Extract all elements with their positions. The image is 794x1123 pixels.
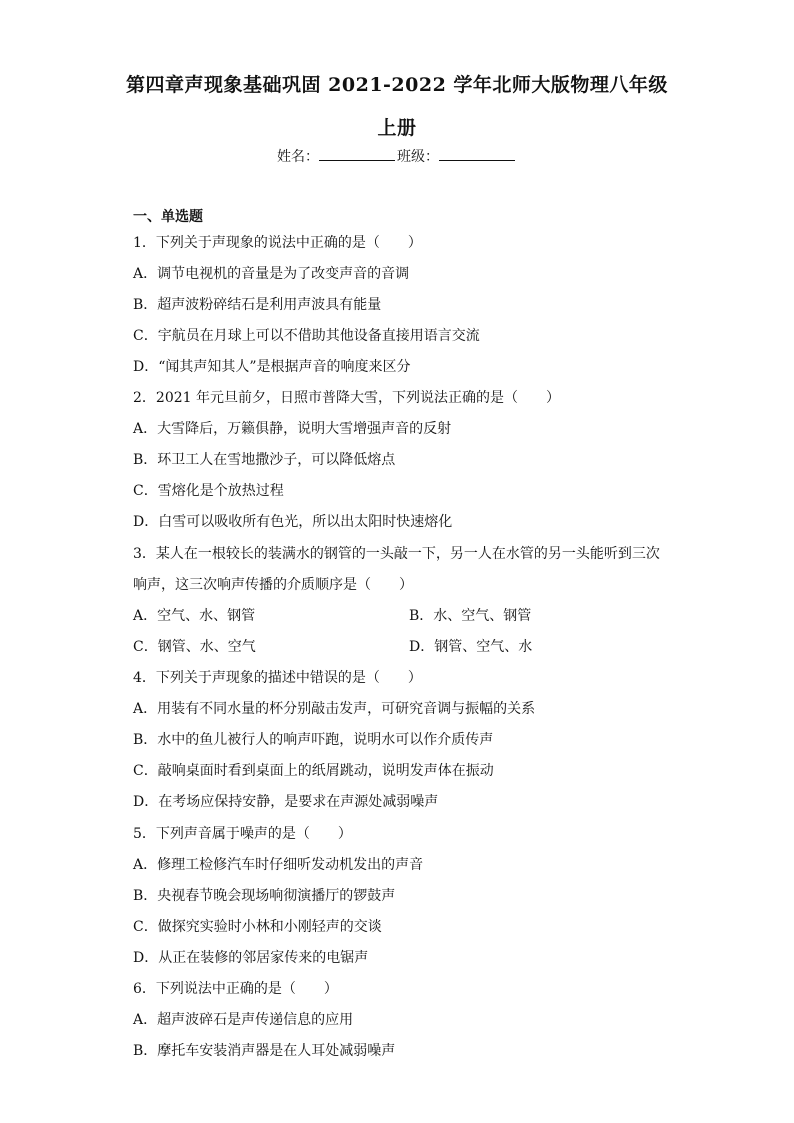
question-2-option-d: D．白雪可以吸收所有色光，所以出太阳时快速熔化 [133, 514, 453, 530]
name-blank [319, 146, 395, 161]
question-5-option-c: C．做探究实验时小林和小刚轻声的交谈 [133, 919, 382, 935]
document-title-line1: 第四章声现象基础巩固 2021-2022 学年北师大版物理八年级 [126, 74, 668, 96]
question-4-option-a: A．用装有不同水量的杯分别敲击发声，可研究音调与振幅的关系 [133, 701, 536, 717]
question-5-stem: 5．下列声音属于噪声的是（ ） [133, 826, 352, 842]
question-5-option-b: B．央视春节晚会现场响彻演播厅的锣鼓声 [133, 888, 396, 904]
class-blank [439, 146, 515, 161]
question-1-option-b: B．超声波粉碎结石是利用声波具有能量 [133, 297, 382, 313]
question-3-stem-line2: 响声，这三次响声传播的介质顺序是（ ） [133, 577, 413, 593]
question-2-option-b: B．环卫工人在雪地撒沙子，可以降低熔点 [133, 452, 396, 468]
section-title: 一、单选题 [133, 209, 203, 225]
question-6-option-a: A．超声波碎石是声传递信息的应用 [133, 1012, 354, 1028]
question-2-stem: 2．2021 年元旦前夕，日照市普降大雪，下列说法正确的是（ ） [133, 390, 560, 406]
question-1-stem: 1．下列关于声现象的说法中正确的是（ ） [133, 235, 422, 251]
question-4-stem: 4．下列关于声现象的描述中错误的是（ ） [133, 670, 422, 686]
question-3-option-c: C．钢管、水、空气 [133, 639, 256, 655]
class-label: 班级： [397, 149, 439, 165]
question-3-stem-line1: 3．某人在一根较长的装满水的钢管的一头敲一下，另一人在水管的另一头能听到三次 [133, 546, 660, 562]
question-6-stem: 6．下列说法中正确的是（ ） [133, 981, 338, 997]
question-5-option-a: A．修理工检修汽车时仔细听发动机发出的声音 [133, 857, 424, 873]
question-4-option-c: C．敲响桌面时看到桌面上的纸屑跳动，说明发声体在振动 [133, 763, 494, 779]
question-1-option-c: C．宇航员在月球上可以不借助其他设备直接用语言交流 [133, 328, 480, 344]
question-3-option-a: A．空气、水、钢管 [133, 608, 256, 624]
question-4-option-b: B．水中的鱼儿被行人的响声吓跑，说明水可以作介质传声 [133, 732, 494, 748]
student-info [0, 146, 794, 166]
question-3-option-d: D．钢管、空气、水 [409, 639, 533, 655]
question-5-option-d: D．从正在装修的邻居家传来的电锯声 [133, 950, 369, 966]
question-1-option-a: A．调节电视机的音量是为了改变声音的音调 [133, 266, 410, 282]
question-4-option-d: D．在考场应保持安静，是要求在声源处减弱噪声 [133, 794, 439, 810]
question-1-option-d: D．“闻其声知其人”是根据声音的响度来区分 [133, 359, 411, 375]
document-title-line2: 上册 [377, 117, 417, 139]
question-2-option-c: C．雪熔化是个放热过程 [133, 483, 284, 499]
name-label: 姓名： [277, 149, 319, 165]
question-2-option-a: A．大雪降后，万籁俱静，说明大雪增强声音的反射 [133, 421, 452, 437]
question-6-option-b: B．摩托车安装消声器是在人耳处减弱噪声 [133, 1043, 396, 1059]
question-3-option-b: B．水、空气、钢管 [409, 608, 532, 624]
